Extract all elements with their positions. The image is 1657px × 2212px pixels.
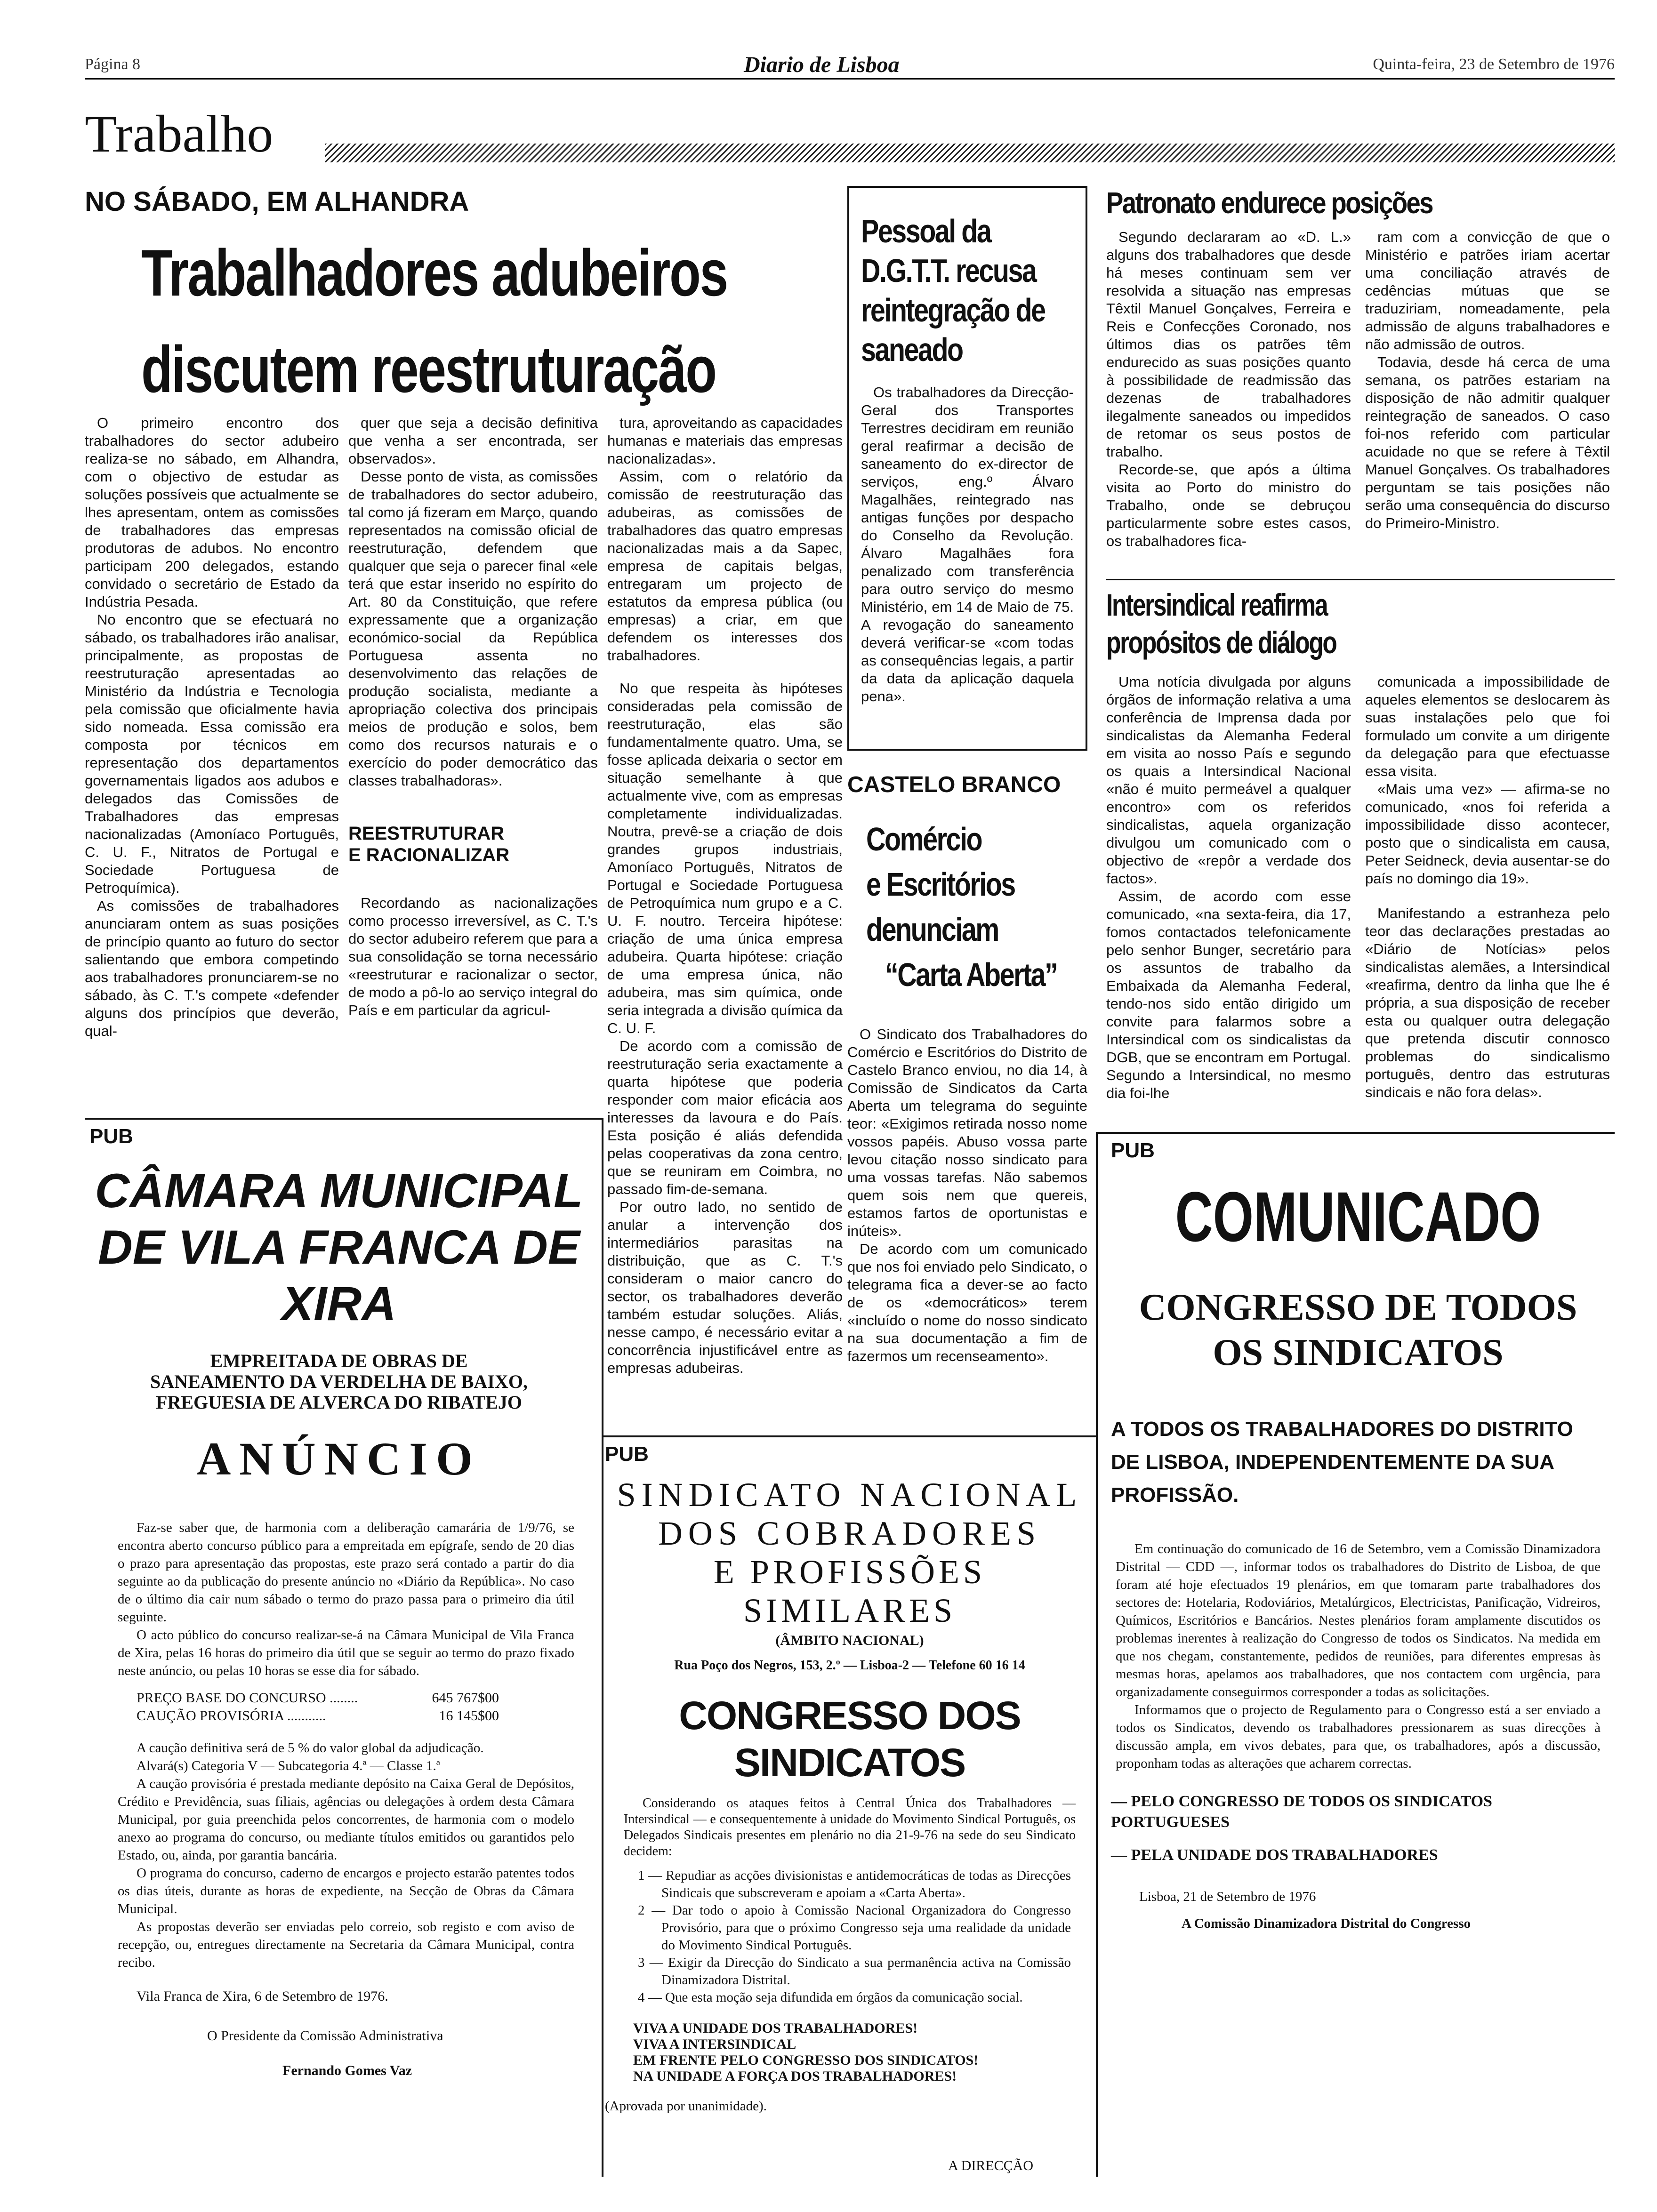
ad-comunicado-place-date: Lisboa, 21 de Setembro de 1976 — [1139, 1889, 1316, 1904]
ad-comunicado-slogan: — PELO CONGRESSO DE TODOS OS SINDICATOS PORTUGUESES — [1111, 1793, 1492, 1831]
ad-cobradores-scope: (ÂMBITO NACIONAL) — [775, 1633, 924, 1648]
main-column-1: O primeiro encontro dos trabalhadores do sector adubeiro realiza-se no sábado, em Alhandra, com o objectivo de estudar as soluções possíveis que actualmente se lhes apresentam, ontem as comissões de trabalhadores das empresas produtoras de adubos. No encontro participam 200 delegados, estando convidado o secretário de Estado da Indústria Pesada. No encontro que se efectuará no sábado, os trabalhadores irão analisar, principalmente, as propostas de reestruturação apresentadas ao Ministério da Indústria e Tecnologia pela comissão que oficialmente havia sido nomeada. Essa comissão era composta por técnicos em representação dos departamentos governamentais ligados aos adubos e delegados das Comissões de Trabalhadores das empresas nacionalizadas (Amoníaco Português, C. U. F., Nitratos de Portugal e Sociedade Portuguesa de Petroquímica). As comissões de trabalhadores anunciaram ontem as suas posições de princípio quanto ao futuro do sector salientando que embora competindo aos trabalhadores pronunciarem-se no sábado, às C. T.'s compete «defender alguns dos princípios que deverão, qual- — [85, 415, 339, 1039]
dgtt-box: Pessoal da D.G.T.T. recusa reintegração de saneado Os trabalhadores da Direcção-Geral dos Transportes Terrestres decidiram em reunião geral reafirmar a decisão de saneamento do ex-director de serviços, eng.º Álvaro Magalhães, reintegrado nas antigas funções por despacho do Conselho da Revolução. Álvaro Magalhães fora penalizado com transferência para outro serviço do mesmo Ministério, em 14 de Maio de 75. A revogação do saneamento deverá verificar-se «com todas as consequências legais, a partir da data da aplicação daquela pena». — [847, 186, 1087, 751]
ads-top-rule-left — [85, 1118, 603, 1120]
page-number: Página 8 — [85, 56, 141, 73]
main-kicker: NO SÁBADO, EM ALHANDRA — [85, 186, 469, 217]
castelo-title-2: e Escritórios — [866, 866, 1015, 903]
ad-cobradores-slogan: VIVA A INTERSINDICAL — [633, 2036, 796, 2052]
ad-cobradores-approved: (Aprovada por unanimidade). — [605, 2099, 767, 2114]
ad-camara-place-date: Vila Franca de Xira, 6 de Setembro de 1976. — [137, 1988, 388, 2004]
ad-cobradores-item: 3 — Exigir da Direcção do Sindicato a sua permanência activa na Comissão Dinamizadora Distrital. — [638, 1955, 1071, 1988]
patronato-article: Patronato endurece posições Segundo declararam ao «D. L.» alguns dos trabalhadores que desde há meses continuam sem ver resolvida a situação nas empresas Têxtil Manuel Gonçalves, Ferreira e Reis e Confecções Coronado, nos últimos dias os patrões têm endurecido as suas posições quanto à possibilidade de readmissão das dezenas de trabalhadores ilegalmente saneados ou impedidos de retomar os seus postos de trabalho. Recorde-se, que após a última visita ao Porto do ministro do Trabalho, onde se debruçou particularmente sobre estes casos, os trabalhadores fica- ram com a convicção de que o Ministério e patrões iriam acertar uma conciliação através de cedências mútuas que se traduziriam, nomeadamente, pela admissão de alguns trabalhadores e não admissão de outros. Todavia, desde há cerca de uma semana, os patrões estariam na disposição de não admitir qualquer reintegração de saneados. O caso foi-nos referido com particular acuidade no que se refere à Têxtil Manuel Gonçalves. Os trabalhadores perguntam se tais posições não serão uma consequência do discurso do Primeiro-Ministro. — [1106, 186, 1610, 549]
patronato-title: Patronato endurece posições — [1106, 186, 1432, 220]
ad-camara-municipal: PUB CÂMARA MUNICIPAL DE VILA FRANCA DE XIRA EMPREITADA DE OBRAS DE SANEAMENTO DA VERDELHA DE BAIXO, FREGUESIA DE ALVERCA DO RIBATEJO ANÚNCIO Faz-se saber que, de harmonia com a deliberação camarária de 1/9/76, se encontra aberto concurso público para a empreitada em epígrafe, sendo de 20 dias o prazo para apresentação das propostas, este prazo será contado a partir do dia seguinte ao da publicação do presente anúncio no «Diário da República». No caso de o último dia cair num sábado o termo do prazo passa para o primeiro dia útil seguinte. O acto público do concurso realizar-se-á na Câmara Municipal de Vila Franca de Xira, pelas 16 horas do primeiro dia útil que se seguir ao termo do prazo fixado neste anúncio, ou pelas 10 horas se esse dia for sábado. PREÇO BASE DO CONCURSO ........ 645 767$00 CAUÇÃO PROVISÓRIA ........... 16 145$00 A caução definitiva será de 5 % do valor global da adjudicação. Alvará(s) Categoria V — Subcategoria 4.ª — Classe 1.ª A caução provisória é prestada mediante depósito na Caixa Geral de Depósitos, Crédito e Previdência, suas filiais, agências ou delegações à ordem desta Câmara Municipal, por guia preenchida pelos concorrentes, de harmonia com o modelo anexo ao programa do concurso, ou mediante títulos emitidos ou garantidos pelo Estado, ou, ainda, por garantia bancária. O programa do concurso, caderno de encargos e projecto estarão patentes todos os dias úteis, durante as horas de expediente, na Secção de Obras da Câmara Municipal. As propostas deverão ser enviadas pelo correio, sob registo e com aviso de recepção, ou, entregues directamente na Secretaria da Câmara Municipal, contra recibo. Vila Franca de Xira, 6 de Setembro de 1976. O Presidente da Comissão Administrativa Fernando Gomes Vaz — [85, 1125, 593, 2179]
ad-cobradores-pub: PUB — [605, 1443, 649, 1466]
ad-camara-price-row: PREÇO BASE DO CONCURSO ........ 645 767$00 — [137, 1690, 499, 1706]
ad-cobradores-signoff: A DIRECÇÃO — [948, 2158, 1033, 2173]
ad-camara-heading: ANÚNCIO — [197, 1433, 481, 1485]
cobradores-top-rule — [603, 1435, 1097, 1437]
main-headline-2: discutem reestruturação — [141, 332, 716, 406]
ad-comunicado-address: A TODOS OS TRABALHADORES DO DISTRITO DE LISBOA, INDEPENDENTEMENTE DA SUA PROFISSÃO. — [1111, 1418, 1573, 1507]
ad-comunicado: PUB COMUNICADO CONGRESSO DE TODOS OS SINDICATOS A TODOS OS TRABALHADORES DO DISTRITO DE LISBOA, INDEPENDENTEMENTE DA SUA PROFISSÃO. Em continuação do comunicado de 16 de Setembro, vem a Comissão Dinamizadora Distrital — CDD —, informar todos os trabalhadores do Distrito de Lisboa, de que foram até hoje efectuados 19 plenários, em que tomaram parte trabalhadores dos sectores de: Hotelaria, Rodoviários, Metalúrgicos, Electricistas, Panificação, Vidreiros, Químicos, Escritórios e Bancários. Nestes plenários foram amplamente discutidos os problemas inerentes à realização do Congresso de todos os Sindicatos. Na medida em que nos chegam, constantemente, pedidos de reuniões, para diferentes empresas às mesmas horas, apelamos aos trabalhadores, que nos contactem com urgência, para organizadamente conseguirmos corresponder a todas as solicitações. Informamos que o projecto de Regulamento para o Congresso está a ser enviado a todos os Sindicatos, devendo os trabalhadores pressionarem as suas direcções à discussão ampla, em vivos debates, para que, os trabalhadores, após a discussão, proponham todas as alterações que acharem correctas. — PELO CONGRESSO DE TODOS OS SINDICATOS PORTUGUESES — PELA UNIDADE DOS TRABALHADORES Lisboa, 21 de Setembro de 1976 A Comissão Dinamizadora Distrital do Congresso — [1102, 1139, 1615, 2179]
castelo-title-3: denunciam — [866, 911, 998, 948]
main-column-3: tura, aproveitando as capacidades humanas e materiais das empresas nacionalizadas». Assim, com o relatório da comissão de reestruturação das adubeiras, as comissões de trabalhadores das quatro empresas nacionalizadas mais a da Sapec, empresa de capitais belgas, entregaram um projecto de estatutos da empresa pública (ou empresas) a criar, em que defendem os interesses dos trabalhadores. No que respeita às hipóteses consideradas pela comissão de reestruturação, elas são fundamentalmente quatro. Uma, se fosse aplicada deixaria o sector em situação semelhante à que actualmente vive, com as empresas completamente individualizadas. Noutra, prevê-se a criação de dois grandes grupos industriais, Amoníaco Português, Nitratos de Portugal e Sociedade Portuguesa de Petroquímica num grupo e a C. U. F. noutro. Terceira hipótese: criação de uma única empresa adubeira. Quarta hipótese: criação de uma empresa única, não adubeira, mas sim química, onde seria integrada a divisão química da C. U. F. De acordo com a comissão de reestruturação seria exactamente a quarta hipótese que poderia responder com maior eficácia aos interesses da lavoura e do País. Esta posição é aliás defendida pelas cooperativas da zona centro, que se reuniram em Coimbra, no passado fim-de-semana. Por outro lado, no sentido de anular a intervenção dos intermediários parasitas na distribuição, que as C. T.'s consideram o maior cancro do sector, os trabalhadores deverão também estudar soluções. Aliás, nesse campo, é necessário evitar a concorrência injustificável entre as empresas adubeiras. — [607, 415, 843, 1376]
ad-comunicado-sub-2: OS SINDICATOS — [1213, 1332, 1504, 1373]
main-subhead: REESTRUTURAR E RACIONALIZAR — [348, 823, 510, 866]
masthead — [85, 52, 1615, 80]
section-rule — [325, 144, 1615, 162]
section-title: Trabalho — [85, 106, 273, 163]
masthead-rule — [85, 78, 1615, 80]
ad-comunicado-slogan: — PELA UNIDADE DOS TRABALHADORES — [1111, 1846, 1438, 1864]
ad-comunicado-sub-1: CONGRESSO DE TODOS — [1139, 1287, 1577, 1328]
column-rule-1 — [602, 1118, 603, 2177]
ad-cobradores-title-2: DOS COBRADORES — [658, 1515, 1042, 1552]
ad-cobradores-item: 4 — Que esta moção seja difundida em órgãos da comunicação social. — [638, 1990, 1023, 2005]
ad-cobradores-slogan: EM FRENTE PELO CONGRESSO DOS SINDICATOS! — [633, 2052, 979, 2068]
dgtt-title: Pessoal da D.G.T.T. recusa reintegração de saneado — [861, 213, 1045, 368]
castelo-branco-article: CASTELO BRANCO Comércio e Escritórios denunciam “Carta Aberta” O Sindicato dos Trabalhadores do Comércio e Escritórios do Distrito de Castelo Branco enviou, no dia 14, à Comissão de Sindicatos da Carta Aberta um telegrama do seguinte teor: «Exigimos retirada nosso nome vossos papéis. Abuso vossa parte levou citação nosso sindicato para uma vossas tarefas. Não sabemos quem sois nem que quereis, estamos fartos de oportunistas e inúteis». De acordo com um comunicado que nos foi enviado pelo Sindicato, o telegrama fica a dever-se ao facto de os «democráticos» terem «incluído o nome do nosso sindicato na sua documentação a fim de fazermos um recenseamento». — [847, 772, 1087, 1364]
ad-camara-pub: PUB — [89, 1125, 133, 1148]
ad-cobradores-title-3: E PROFISSÕES SIMILARES — [713, 1553, 986, 1629]
ad-cobradores: PUB SINDICATO NACIONAL DOS COBRADORES E PROFISSÕES SIMILARES (ÂMBITO NACIONAL) Rua Poço dos Negros, 153, 2.º — Lisboa-2 — Telefone 60 16 14 CONGRESSO DOS SINDICATOS Considerando os ataques feitos à Central Única dos Trabalhadores — Intersindical — e consequentemente à unidade do Movimento Sindical Português, os Delegados Sindicais presentes em plenário no dia 21-9-76 na sede do seu Sindicato decidem: 1 — Repudiar as acções divisionistas e antidemocráticas de todas as Direcções Sindicais que subscreveram e apoiam a «Carta Aberta». 2 — Dar todo o apoio à Comissão Nacional Organizadora do Congresso Provisório, para que o próximo Congresso seja uma realidade da unidade do Movimento Sindical Português. 3 — Exigir da Direcção do Sindicato a sua permanência activa na Comissão Dinamizadora Distrital. 4 — Que esta moção seja difundida em órgãos da comunicação social. VIVA A UNIDADE DOS TRABALHADORES! VIVA A INTERSINDICAL EM FRENTE PELO CONGRESSO DOS SINDICATOS! NA UNIDADE A FORÇA DOS TRABALHADORES! (Aprovada por unanimidade). A DIRECÇÃO — [605, 1443, 1094, 2177]
ads-top-rule-right — [1097, 1132, 1615, 1134]
ad-cobradores-item: 1 — Repudiar as acções divisionistas e antidemocráticas de todas as Direcções Sindicais que subscreveram e apoiam a «Carta Aberta». — [638, 1868, 1071, 1900]
ad-cobradores-slogan: VIVA A UNIDADE DOS TRABALHADORES! — [633, 2020, 918, 2036]
newspaper-name: Diario de Lisboa — [744, 52, 900, 77]
intersindical-article: Intersindical reafirma propósitos de diálogo Uma notícia divulgada por alguns órgãos de informação relativa a uma conferência de Imprensa dada por sindicalistas da Alemanha Federal em visita ao nosso País e segundo os quais a Intersindical Nacional «não é muito permeável a qualquer encontro» com os referidos sindicalistas, aquela organização divulgou um comunicado com o objectivo de «repôr a verdade dos factos». Assim, de acordo com esse comunicado, «na sexta-feira, dia 17, fomos contactados telefonicamente pelo senhor Bunger, secretário para os assuntos de trabalho da Embaixada da Alemanha Federal, tendo-nos sido então dirigido um convite para falarmos sobre a Intersindical com os sindicalistas da DGB, que se encontram em Portugal. Segundo a Intersindical, no mesmo dia foi-lhe comunicada a impossibilidade de aqueles elementos se deslocarem às suas instalações pelo que foi formulado um convite a um dirigente da delegação para que efectuasse essa visita. «Mais uma vez» — afirma-se no comunicado, «nos foi referida a impossibilidade disso acontecer, posto que o sindicalista em causa, Peter Seidneck, devia ausentar-se do país no domingo dia 19». Manifestando a estranheza pelo teor das declarações prestadas ao «Diário de Notícias» pelos sindicalistas alemães, a Intersindical «reafirma, dentro da linha que lhe é própria, a sua disposição de receber esta ou qualquer outra delegação que pretenda discutir connosco problemas do sindicalismo português, dentro das estruturas sindicais e não fora delas». — [1106, 586, 1615, 1137]
ad-camara-signoff: O Presidente da Comissão Administrativa — [207, 2028, 443, 2044]
castelo-kicker: CASTELO BRANCO — [847, 772, 1061, 797]
castelo-title-4: “Carta Aberta” — [885, 956, 1057, 993]
ad-comunicado-pub: PUB — [1111, 1139, 1155, 1162]
ad-cobradores-heading: CONGRESSO DOS SINDICATOS — [679, 1693, 1021, 1785]
ad-comunicado-signoff: A Comissão Dinamizadora Distrital do Congresso — [1182, 1916, 1471, 1931]
patronato-rule — [1106, 579, 1615, 580]
ad-cobradores-slogan: NA UNIDADE A FORÇA DOS TRABALHADORES! — [633, 2068, 957, 2084]
ad-comunicado-title: COMUNICADO — [1175, 1177, 1541, 1256]
ad-cobradores-title-1: SINDICATO NACIONAL — [617, 1476, 1083, 1514]
ad-camara-subtitle: EMPREITADA DE OBRAS DE SANEAMENTO DA VERDELHA DE BAIXO, FREGUESIA DE ALVERCA DO RIBATEJO — [150, 1350, 528, 1413]
ad-camara-caucao-row: CAUÇÃO PROVISÓRIA ........... 16 145$00 — [137, 1708, 499, 1723]
main-headline-1: Trabalhadores adubeiros — [141, 236, 727, 310]
issue-date: Quinta-feira, 23 de Setembro de 1976 — [1373, 56, 1615, 73]
main-column-2: quer que seja a decisão definitiva que venha a ser encontrada, ser observados». Desse ponto de vista, as comissões de trabalhadores do sector adubeiro, tal como já fizeram em Março, quando representados na comissão oficial de reestruturação, defendem que qualquer que seja o parecer final «ele terá que estar inserido no espírito do Art. 80 da Constituição, que refere expressamente que a organização económico-social da República Portuguesa assenta no desenvolvimento das relações de produção socialista, mediante a apropriação colectiva dos principais meios de produção e solos, bem como dos recursos naturais e o exercício do poder democrático das classes trabalhadoras». REESTRUTURAR E RACIONALIZAR Recordando as nacionalizações como processo irreversível, as C. T.'s do sector adubeiro referem que para a sua consolidação se torna necessário «reestruturar e racionalizar o sector, de modo a pô-lo ao serviço integral do País e em particular da agricul- — [348, 415, 598, 1018]
ad-camara-title-2: DE VILA FRANCA DE XIRA — [98, 1220, 580, 1330]
intersindical-title-1: Intersindical reafirma — [1106, 587, 1327, 622]
ad-camara-title-1: CÂMARA MUNICIPAL — [95, 1164, 583, 1218]
column-rule-2 — [1096, 1132, 1098, 2177]
intersindical-title-2: propósitos de diálogo — [1106, 625, 1336, 660]
ad-cobradores-item: 2 — Dar todo o apoio à Comissão Nacional Organizadora do Congresso Provisório, para que o próximo Congresso seja uma realidade da unidade do Movimento Sindical Português. — [638, 1903, 1071, 1953]
ad-cobradores-address: Rua Poço dos Negros, 153, 2.º — Lisboa-2 — Telefone 60 16 14 — [674, 1658, 1025, 1673]
castelo-title-1: Comércio — [866, 821, 982, 858]
ad-camara-signature: Fernando Gomes Vaz — [282, 2063, 412, 2078]
